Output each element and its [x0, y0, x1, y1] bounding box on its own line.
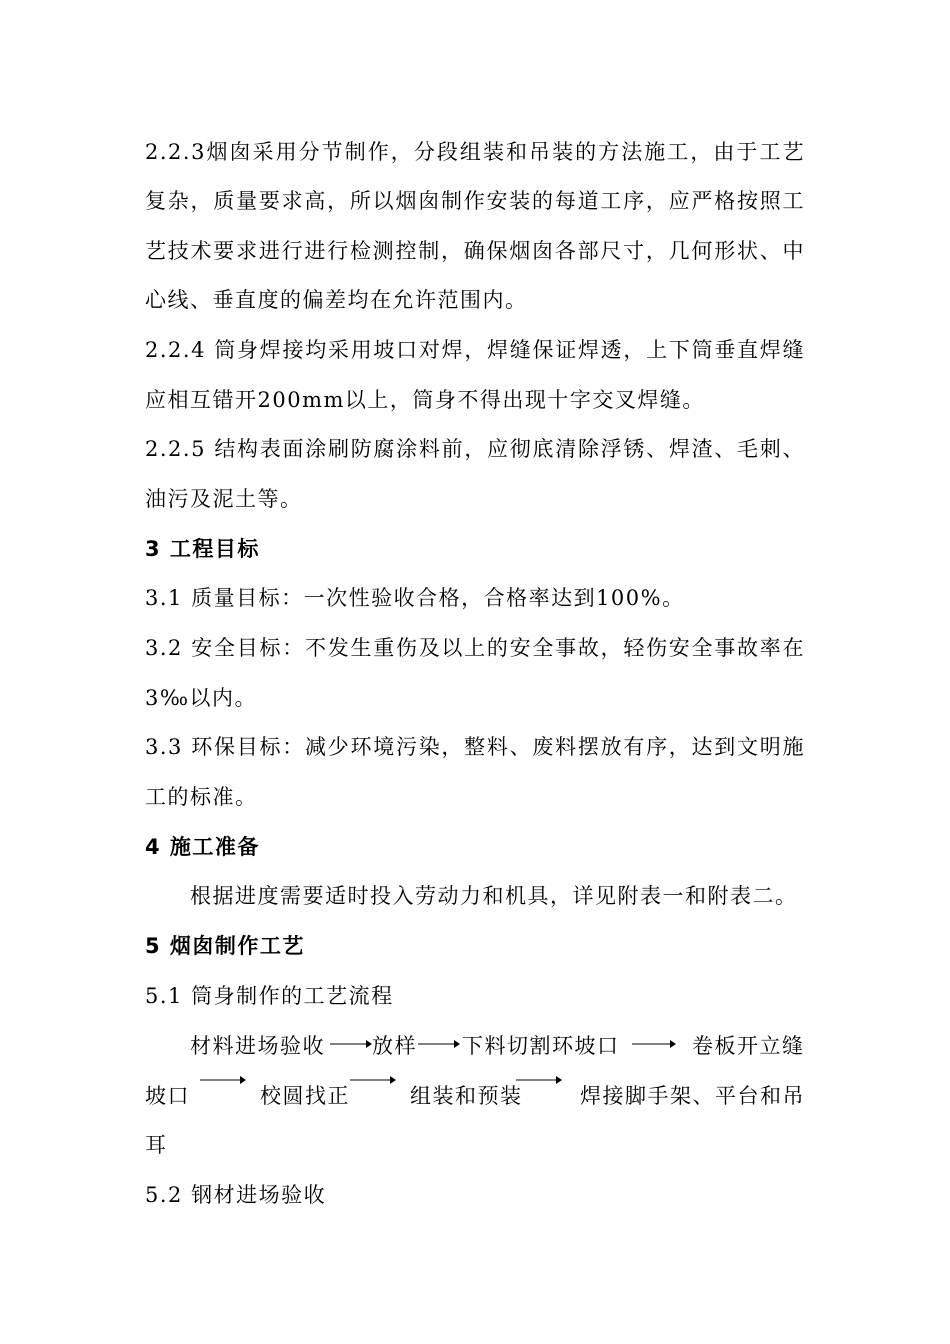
para-2-2-5-line1: 2.2.5 结构表面涂刷防腐涂料前，应彻底清除浮锈、焊渣、毛刺、 — [145, 437, 805, 461]
flow-step-assembly: 组装和预装 — [410, 1084, 523, 1108]
para-4-body: 根据进度需要适时投入劳动力和机具，详见附表一和附表二。 — [190, 884, 798, 908]
flow-step-rounding: 校圆找正 — [260, 1084, 350, 1108]
para-2-2-5-line2: 油污及泥土等。 — [145, 487, 303, 511]
flow-step-welding-scaffold: 焊接脚手架、平台和吊 — [580, 1084, 805, 1108]
flow-arrow-1 — [330, 1032, 372, 1060]
flow-step-layout: 放样 — [372, 1034, 417, 1058]
para-2-2-4-line1: 2.2.4 筒身焊接均采用坡口对焊，焊缝保证焊透，上下筒垂直焊缝 — [145, 338, 805, 362]
flow-step-rolling-seam-cont: 坡口 — [145, 1084, 190, 1108]
heading-section-5: 5 烟囱制作工艺 — [145, 934, 305, 958]
heading-section-3: 3 工程目标 — [145, 537, 260, 561]
para-2-2-3-line1: 2.2.3烟囱采用分节制作，分段组装和吊装的方法施工，由于工艺 — [145, 140, 805, 164]
para-5-2: 5.2 钢材进场验收 — [145, 1183, 327, 1207]
para-3-2-line1: 3.2 安全目标：不发生重伤及以上的安全事故，轻伤安全事故率在 — [145, 636, 805, 660]
flow-arrow-3 — [632, 1032, 676, 1060]
flow-step-cutting-bevel: 下料切割环坡口 — [462, 1034, 620, 1058]
para-3-3-line1: 3.3 环保目标：减少环境污染，整料、废料摆放有序，达到文明施 — [145, 735, 805, 759]
para-3-2-line2: 3‰以内。 — [145, 686, 258, 710]
para-2-2-3-line4: 心线、垂直度的偏差均在允许范围内。 — [145, 288, 528, 312]
heading-section-4: 4 施工准备 — [145, 835, 260, 859]
flow-step-welding-scaffold-cont: 耳 — [145, 1133, 168, 1157]
flow-step-rolling-seam: 卷板开立缝 — [692, 1034, 805, 1058]
para-5-1: 5.1 筒身制作的工艺流程 — [145, 984, 394, 1008]
para-3-3-line2: 工的标准。 — [145, 785, 258, 809]
flow-step-material-inspection: 材料进场验收 — [190, 1034, 325, 1058]
flow-arrow-4 — [200, 1072, 246, 1100]
flow-arrow-5 — [350, 1072, 396, 1100]
para-2-2-3-line2: 复杂，质量要求高，所以烟囱制作安装的每道工序，应严格按照工 — [145, 189, 805, 213]
para-2-2-4-line2: 应相互错开200mm以上，筒身不得出现十字交叉焊缝。 — [145, 388, 705, 412]
flow-arrow-6 — [516, 1072, 562, 1100]
para-2-2-3-line3: 艺技术要求进行进行检测控制，确保烟囱各部尺寸，几何形状、中 — [145, 239, 805, 263]
flow-arrow-2 — [418, 1032, 460, 1060]
para-3-1: 3.1 质量目标：一次性验收合格，合格率达到100%。 — [145, 586, 685, 610]
